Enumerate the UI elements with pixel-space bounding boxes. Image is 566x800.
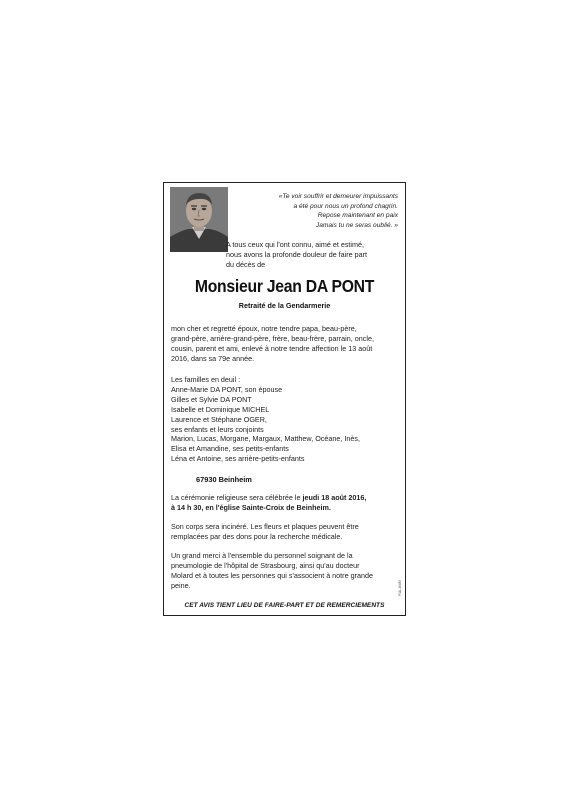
families-list [171, 375, 403, 464]
family-line: Anne-Marie DA PONT, son épouse [171, 384, 283, 394]
ceremony-date: jeudi 18 août 2016, [302, 493, 367, 502]
family-line: Les familles en deuil : [171, 375, 241, 384]
description-line: cousin, parent et ami, enlevé à notre tendre affection le 13 août [171, 343, 373, 353]
epitaph-quote [236, 192, 398, 230]
quote-line: a été pour nous un profond chagrin. [293, 202, 398, 210]
reference-code: P11L16489 [398, 579, 402, 596]
intro-line: A tous ceux qui l'ont connu, aimé et estimé, [226, 240, 365, 249]
cremation-paragraph [171, 522, 403, 542]
ceremony-paragraph [171, 493, 403, 513]
intro-line: nous avons la profonde douleur de faire part [226, 249, 368, 259]
deceased-title: Retraité de la Gendarmerie [238, 301, 331, 310]
description-line: 2016, dans sa 79e année. [171, 353, 255, 363]
intro-text [226, 240, 401, 269]
description-line: mon cher et regretté époux, notre tendre papa, beau-père, [171, 324, 357, 333]
thanks-line: Un grand merci à l'ensemble du personnel soignant de la [171, 551, 353, 560]
thanks-line: pneumologie de l'hôpital de Strasbourg, ainsi qu'au docteur [171, 560, 360, 570]
thanks-line: Molard et à toutes les personnes qui s'associent à notre grande [171, 570, 373, 580]
ceremony-time-place: à 14 h 30, en l'église Sainte-Croix de Beinheim. [171, 502, 331, 512]
cremation-line: remplacées par des dons pour la recherche médicale. [171, 531, 343, 541]
family-line: Marion, Lucas, Morgane, Margaux, Matthew, Océane, Inès, [171, 434, 360, 444]
family-line: Léna et Antoine, ses arrière-petits-enfants [171, 454, 305, 464]
footer-notice: CET AVIS TIENT LIEU DE FAIRE-PART ET DE REMERCIEMENTS [184, 602, 385, 609]
quote-line: Repose maintenant en paix [317, 212, 398, 220]
ceremony-prefix: La cérémonie religieuse sera célébrée le [171, 493, 303, 502]
thanks-paragraph [171, 551, 403, 591]
quote-line: «Te voir souffrir et demeurer impuissants [278, 193, 398, 200]
family-line: ses enfants et leurs conjoints [171, 424, 264, 434]
description-paragraph [171, 324, 403, 364]
family-line: Gilles et Sylvie DA PONT [171, 394, 252, 404]
intro-line: du décès de [226, 259, 266, 269]
cremation-line: Son corps sera incinéré. Les fleurs et plaques peuvent être [171, 522, 359, 531]
deceased-name: Monsieur Jean DA PONT [194, 276, 375, 296]
family-line: Elisa et Amandine, ses petits-enfants [171, 444, 289, 454]
family-line: Isabelle et Dominique MICHEL [171, 404, 270, 414]
family-line: Laurence et Stéphane OGER, [171, 414, 267, 424]
quote-line: Jamais tu ne seras oublié. » [315, 221, 398, 229]
portrait-photo [170, 187, 228, 252]
description-line: grand-père, arrière-grand-père, frère, beau-frère, parrain, oncle, [171, 333, 374, 343]
family-location: 67930 Beinheim [196, 475, 252, 484]
thanks-line: peine. [171, 580, 191, 590]
